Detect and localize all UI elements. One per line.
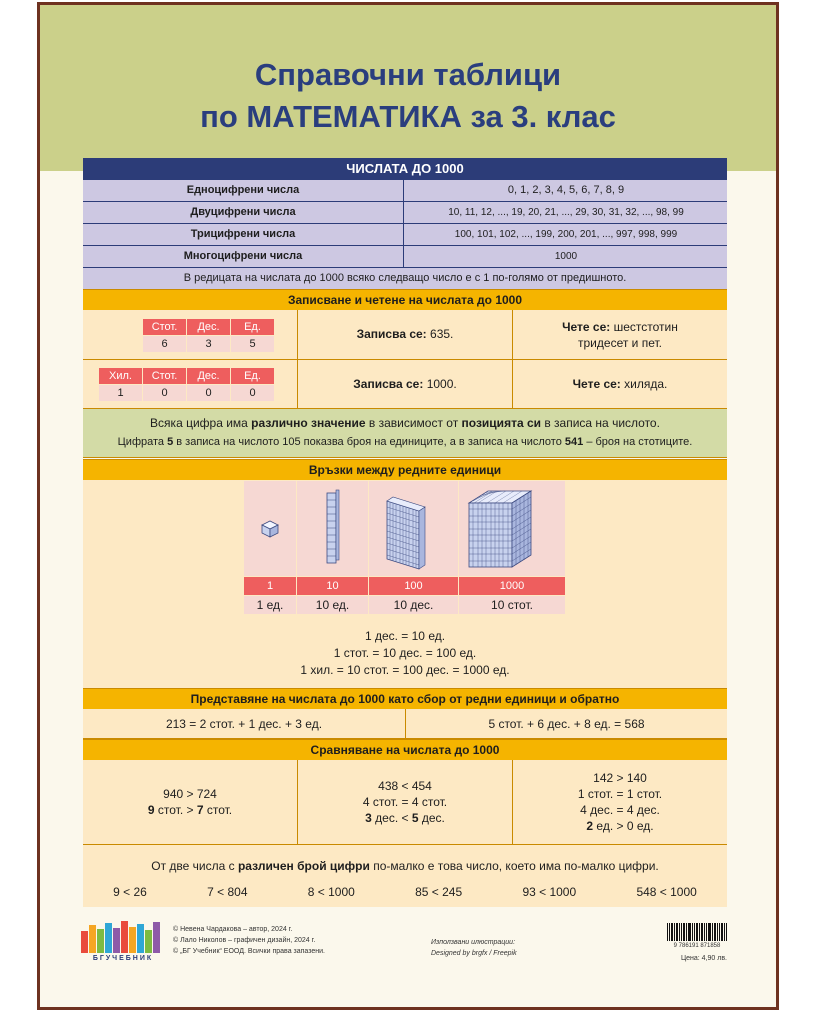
write-text: [298, 377, 512, 391]
unit-cube-icon: [262, 521, 278, 537]
compare-examples: [83, 885, 727, 899]
row-value: 100, 101, 102, ..., 199, 200, 201, ..., 997, 998, 999: [403, 224, 728, 245]
example: 9 < 26: [113, 885, 147, 899]
row-label: Многоцифрени числа: [183, 250, 303, 262]
place-digit: 3: [187, 336, 230, 352]
place-header-hundreds: Стот.: [143, 368, 186, 384]
footer: [40, 907, 776, 1010]
unit-value: 1000: [459, 577, 565, 595]
position-note-line2: Цифрата 5 в записа на числото 105 показва броя на единиците, а в записа на числото 541 – броя на стотиците.: [117, 436, 693, 448]
sum-row: [83, 709, 727, 739]
writing-header: Записване и четене на числата до 1000: [83, 289, 727, 311]
unit-label: 10 ед.: [297, 596, 368, 614]
write-label: Записва се:: [353, 377, 424, 391]
numbers-header: ЧИСЛАТА ДО 1000: [83, 158, 727, 180]
write-value: 1000.: [426, 377, 457, 391]
base-ten-blocks-illustration: [244, 481, 565, 576]
place-header-thousands: Хил.: [99, 368, 142, 384]
rod-icon: [327, 490, 339, 563]
place-header-tens: Дес.: [187, 319, 230, 335]
unit-value: 100: [369, 577, 458, 595]
read-text: [513, 319, 727, 351]
write-text: [298, 327, 512, 341]
compare-note-box: [83, 845, 727, 910]
credits: © Невена Чардакова – автор, 2024 г. © Лало Николов – графичен дизайн, 2024 г. © „БГ Учебник“ ЕООД. Всички права запазени.: [173, 926, 325, 955]
price: Цена: 4,90 лв.: [680, 955, 727, 962]
numbers-note: В редицата на числата до 1000 всяко следващо число е с 1 по-голямо от предишното.: [83, 268, 727, 290]
place-digit: 0: [187, 385, 230, 401]
read-value: тридесет и пет.: [578, 336, 662, 350]
unit-equations: [83, 628, 727, 679]
example: 8 < 1000: [307, 885, 355, 899]
place-digit: 1: [99, 385, 142, 401]
place-digit: 5: [231, 336, 274, 352]
unit-label: 10 дес.: [369, 596, 458, 614]
read-label: Чете се:: [562, 320, 611, 334]
writing-row-1: [83, 310, 727, 360]
place-header-tens: Дес.: [187, 368, 230, 384]
write-label: Записва се:: [356, 327, 427, 341]
unit-label: 1 ед.: [244, 596, 296, 614]
equation-3: 1 хил. = 10 стот. = 100 дес. = 1000 ед.: [300, 663, 510, 677]
place-digit: 0: [231, 385, 274, 401]
place-header-units: Ед.: [231, 368, 274, 384]
position-note: [83, 409, 727, 458]
read-label: Чете се:: [572, 377, 621, 391]
numbers-row-3: [83, 224, 727, 246]
read-value: хиляда.: [624, 377, 668, 391]
place-header-hundreds: Стот.: [143, 319, 186, 335]
compare-row: [83, 760, 727, 845]
row-value: 0, 1, 2, 3, 4, 5, 6, 7, 8, 9: [403, 180, 728, 201]
sum-header: Представяне на числата до 1000 като сбор от редни единици и обратно: [83, 688, 727, 710]
poster-header: [40, 5, 776, 171]
write-value: 635.: [430, 327, 454, 341]
unit-value: 1: [244, 577, 296, 595]
sum-right: 5 стот. + 6 дес. + 8 ед. = 568: [488, 717, 645, 731]
sum-left: 213 = 2 стот. + 1 дес. + 3 ед.: [165, 717, 323, 731]
example: 93 < 1000: [522, 885, 577, 899]
illustrations-credit: Използвани илюстрации: Designed by brgfx / Freepik: [431, 939, 517, 957]
equation-1: 1 дес. = 10 ед.: [364, 629, 446, 643]
row-value: 10, 11, 12, ..., 19, 20, 21, ..., 29, 30, 31, 32, ..., 98, 99: [403, 202, 728, 223]
compare-header: Сравняване на числата до 1000: [83, 739, 727, 761]
barcode: [667, 923, 727, 941]
numbers-row-1: [83, 180, 727, 202]
place-digit: 0: [143, 385, 186, 401]
page-title-line1: Справочни таблици: [254, 57, 562, 92]
row-label: Двуцифрени числа: [190, 206, 296, 218]
unit-label: 10 стот.: [459, 596, 565, 614]
units-body: [83, 480, 727, 689]
unit-value: 10: [297, 577, 368, 595]
place-header-units: Ед.: [231, 319, 274, 335]
units-header: Връзки между редните единици: [83, 459, 727, 481]
place-digit: 6: [143, 336, 186, 352]
example: 7 < 804: [207, 885, 248, 899]
position-note-line1: Всяка цифра има различно значение в зависимост от позицията си в записа на числото.: [150, 416, 660, 430]
numbers-row-2: [83, 202, 727, 224]
example: 548 < 1000: [636, 885, 697, 899]
row-value: 1000: [403, 246, 728, 267]
compare-case-1: 940 > 724 9 стот. > 7 стот.: [147, 787, 233, 817]
page-title-line2: по МАТЕМАТИКА за 3. клас: [200, 99, 616, 134]
row-label: Едноцифрени числа: [186, 184, 300, 196]
equation-2: 1 стот. = 10 дес. = 100 ед.: [333, 646, 477, 660]
read-text: [513, 377, 727, 391]
flat-icon: [387, 497, 425, 569]
compare-case-3: 142 > 140 1 стот. = 1 стот. 4 дес. = 4 дес. 2 ед. > 0 ед.: [577, 771, 663, 833]
brand-name: БГУЧЕБНИК: [92, 955, 154, 962]
compare-note: От две числа с различен брой цифри по-малко е това число, което има по-малко цифри.: [151, 859, 659, 873]
row-label: Трицифрени числа: [190, 228, 296, 240]
writing-row-2: [83, 360, 727, 409]
thousand-cube-icon: [469, 491, 531, 567]
read-value: шестстотин: [613, 320, 678, 334]
numbers-row-4: [83, 246, 727, 268]
example: 85 < 245: [415, 885, 463, 899]
isbn-number: 9 786191 871858: [673, 943, 721, 949]
poster-frame: [37, 2, 779, 1010]
compare-case-2: 438 < 454 4 стот. = 4 стот. 3 дес. < 5 дес.: [362, 779, 448, 825]
